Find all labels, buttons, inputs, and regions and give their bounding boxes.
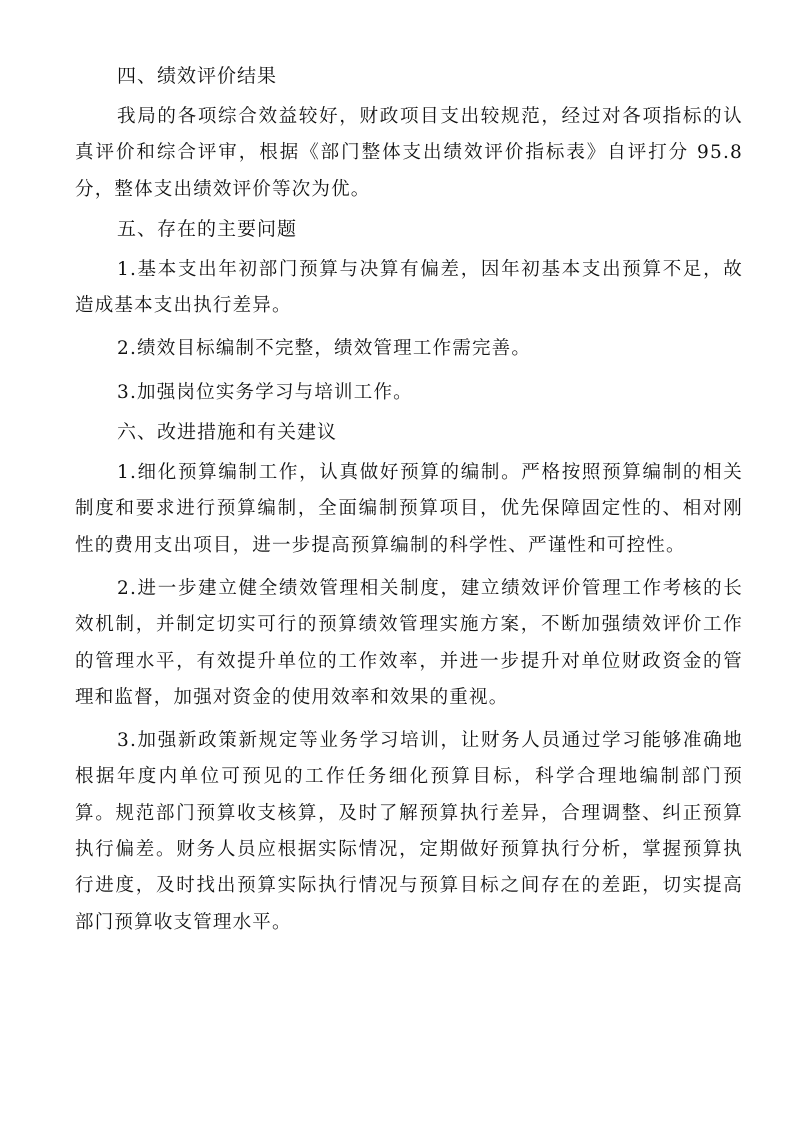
problem-item-1: 1.基本支出年初部门预算与决算有偏差，因年初基本支出预算不足，故造成基本支出执行差异。 bbox=[75, 258, 743, 317]
section-heading-improvements: 六、改进措施和有关建议 bbox=[117, 421, 338, 444]
document-page bbox=[75, 62, 743, 948]
improvement-item-2: 2.进一步建立健全绩效管理相关制度，建立绩效评价管理工作考核的长效机制，并制定切实可行的预算绩效管理实施方案，不断加强绩效评价工作的管理水平，有效提升单位的工作效率，并进一步提升对单位财政资金的管理和监督，加强对资金的使用效率和效果的重视。 bbox=[75, 577, 743, 708]
problem-item-2: 2.绩效目标编制不完整，绩效管理工作需完善。 bbox=[117, 338, 532, 360]
section-heading-main-problems: 五、存在的主要问题 bbox=[117, 217, 298, 240]
improvement-item-1: 1.细化预算编制工作，认真做好预算的编制。严格按照预算编制的相关制度和要求进行预算编制，全面编制预算项目，优先保障固定性的、相对刚性的费用支出项目，进一步提高预算编制的科学性、严谨性和可控性。 bbox=[75, 462, 743, 556]
section-heading-evaluation-result: 四、绩效评价结果 bbox=[117, 65, 278, 87]
evaluation-result-paragraph: 我局的各项综合效益较好，财政项目支出较规范，经过对各项指标的认真评价和综合评审，根据《部门整体支出绩效评价指标表》自评打分 95.8分，整体支出绩效评价等次为优。 bbox=[75, 106, 743, 200]
improvement-item-3: 3.加强新政策新规定等业务学习培训，让财务人员通过学习能够准确地根据年度内单位可预见的工作任务细化预算目标，科学合理地编制部门预算。规范部门预算收支核算，及时了解预算执行差异，合理调整、纠正预算执行偏差。财务人员应根据实际情况，定期做好预算执行分析，掌握预算执行进度，及时找出预算实际执行情况与预算目标之间存在的差距，切实提高部门预算收支管理水平。 bbox=[75, 730, 743, 933]
problem-item-3: 3.加强岗位实务学习与培训工作。 bbox=[117, 381, 413, 403]
